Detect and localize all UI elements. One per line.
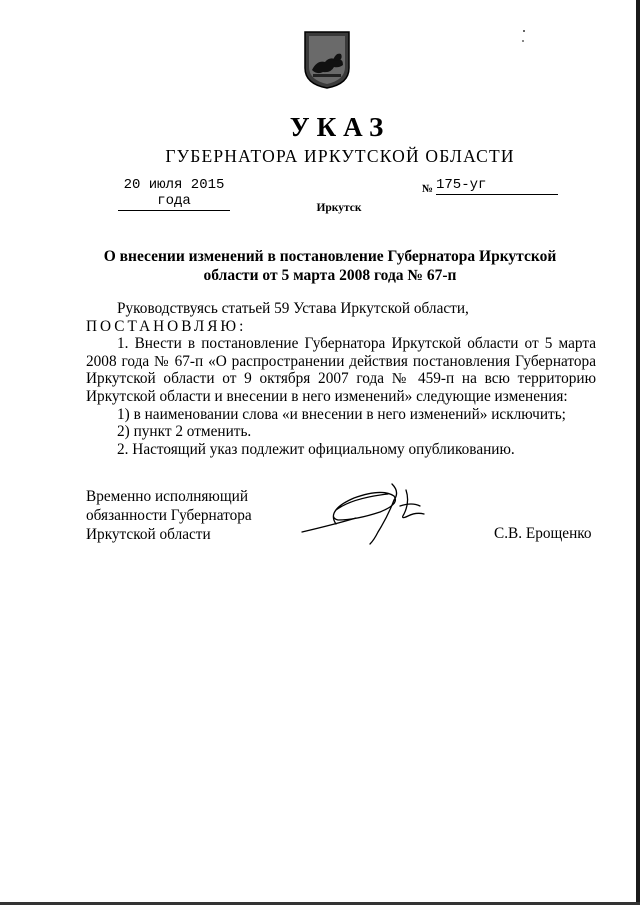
subitem-1-paragraph: 1) в наименовании слова «и внесении в него изменений» исключить;: [117, 405, 566, 423]
document-city: Иркутск: [316, 202, 362, 214]
document-date: 20 июля 2015 года: [118, 177, 230, 211]
coat-of-arms-icon: [303, 30, 351, 90]
signatory-position: [86, 487, 252, 544]
position-line: Иркутской области: [86, 526, 211, 543]
position-line: Временно исполняющий: [86, 488, 248, 505]
resolve-word: ПОСТАНОВЛЯЮ:: [86, 317, 247, 335]
heading-line: области от 5 марта 2008 года № 67-п: [203, 267, 457, 284]
signatory-name: С.В. Ерощенко: [494, 525, 592, 542]
heading-line: О внесении изменений в постановление Губернатора Иркутской: [103, 248, 557, 265]
item-1-paragraph: 1. Внести в постановление Губернатора Иркутской области от 5 марта 2008 года № 67-п «О распространении действия постановления Губернатора Иркутской области от 9 октября 2007 года № 459-п на всю территорию Иркутской области и внесении в него изменений» следующие изменения:: [86, 335, 596, 405]
item-2-paragraph: 2. Настоящий указ подлежит официальному опубликованию.: [117, 440, 515, 458]
subitem-2-paragraph: 2) пункт 2 отменить.: [117, 423, 252, 441]
position-line: обязанности Губернатора: [86, 507, 252, 524]
document-heading: [90, 247, 570, 285]
document-title: УКАЗ: [289, 112, 391, 142]
handwritten-signature: [296, 480, 436, 548]
scan-speck: [523, 30, 525, 32]
issuer-title: ГУБЕРНАТОРА ИРКУТСКОЙ ОБЛАСТИ: [165, 146, 515, 166]
document-number: 175-уг: [436, 177, 558, 195]
intro-paragraph: Руководствуясь статьей 59 Устава Иркутской области,: [117, 300, 469, 317]
number-label: №: [422, 183, 434, 195]
scan-speck: [522, 40, 524, 42]
document-body: [86, 300, 596, 458]
